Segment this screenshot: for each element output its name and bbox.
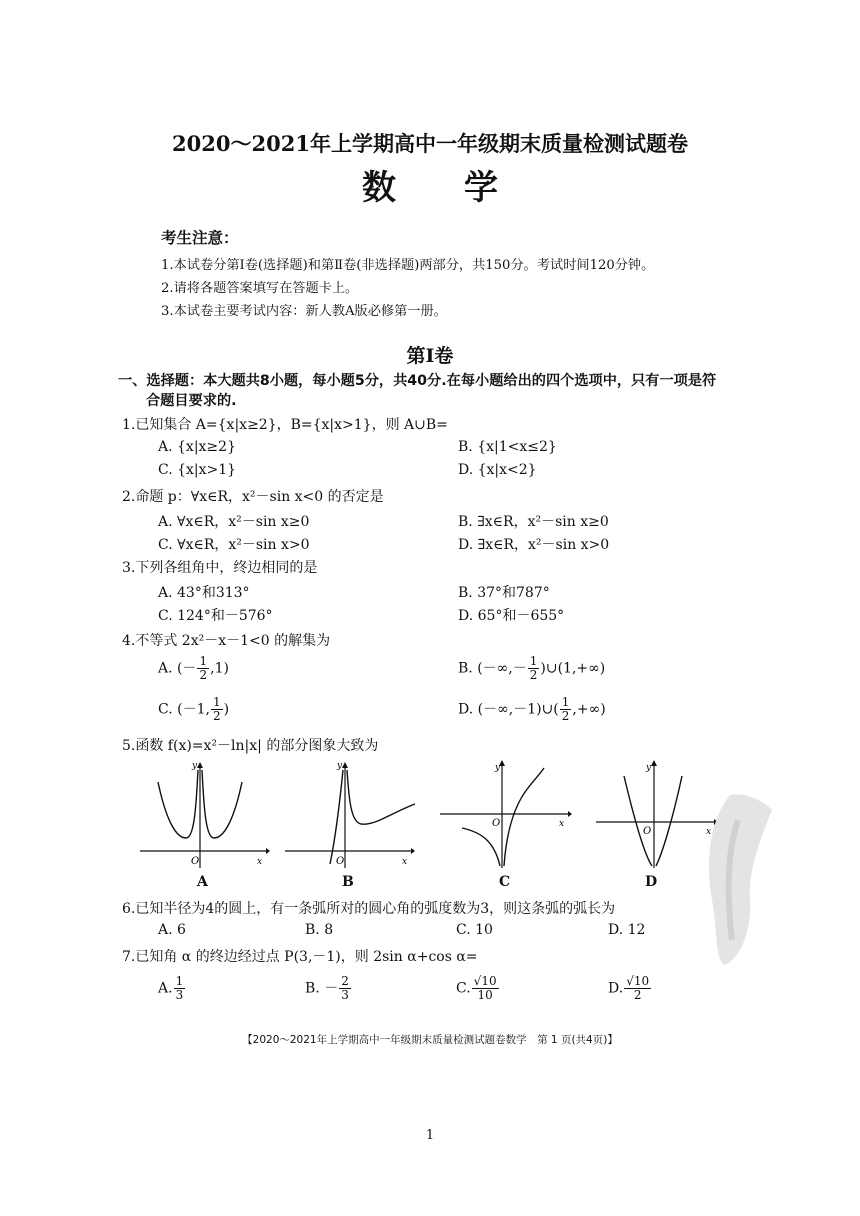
question-4-option-d bbox=[458, 696, 606, 723]
q7b-prefix: B. － bbox=[305, 980, 339, 997]
subject-title: 数 学 bbox=[362, 168, 498, 208]
q4a-den: 2 bbox=[199, 668, 208, 682]
q4d-prefix: D. (－∞,－1)∪( bbox=[458, 701, 559, 718]
q4a-num: 1 bbox=[199, 654, 208, 668]
question-4-stem: 4.不等式 2x²－x－1<0 的解集为 bbox=[122, 633, 331, 649]
q7d-den: 2 bbox=[633, 988, 642, 1002]
question-1-option-a: A. {x|x≥2} bbox=[158, 439, 236, 455]
question-2-option-d: D. ∃x∈R，x²－sin x>0 bbox=[458, 537, 610, 553]
notice-item-1: 1.本试卷分第Ⅰ卷(选择题)和第Ⅱ卷(非选择题)两部分，共150分。考试时间120分钟。 bbox=[161, 258, 655, 273]
question-7-option-d bbox=[608, 975, 652, 1002]
graph-d-label: D bbox=[645, 874, 658, 890]
q7d-prefix: D. bbox=[608, 980, 624, 997]
graph-d-origin: O bbox=[643, 826, 652, 837]
q4d-num: 1 bbox=[561, 695, 570, 709]
q4b-fraction bbox=[528, 655, 540, 682]
page-footer: 【2020～2021年上学期高中一年级期末质量检测试题卷数学 第 1 页(共4页)】 bbox=[242, 1034, 618, 1046]
graph-b-label: B bbox=[342, 874, 354, 890]
graph-a-x-label: x bbox=[257, 857, 263, 867]
graph-a bbox=[140, 760, 270, 870]
question-4-option-c bbox=[158, 696, 229, 723]
q4c-suffix: ) bbox=[223, 701, 230, 718]
question-5-stem: 5.函数 f(x)=x²－ln|x| 的部分图象大致为 bbox=[122, 738, 379, 754]
q7c-prefix: C. bbox=[456, 980, 471, 997]
question-2-option-b: B. ∃x∈R，x²－sin x≥0 bbox=[458, 514, 609, 530]
graph-b-origin: O bbox=[336, 856, 345, 867]
notice-item-3: 3.本试卷主要考试内容：新人教A版必修第一册。 bbox=[161, 304, 447, 319]
q7b-fraction bbox=[339, 975, 351, 1002]
question-1-option-b: B. {x|1<x≤2} bbox=[458, 439, 557, 455]
graph-b bbox=[285, 760, 415, 870]
question-1-stem: 1.已知集合 A={x|x≥2}，B={x|x>1}，则 A∪B= bbox=[122, 417, 448, 433]
q7c-fraction bbox=[472, 975, 499, 1002]
q4b-num: 1 bbox=[529, 654, 538, 668]
question-3-option-a: A. 43°和313° bbox=[158, 585, 250, 601]
notice-item-2: 2.请将各题答案填写在答题卡上。 bbox=[161, 281, 359, 296]
q7d-num: √10 bbox=[626, 974, 650, 988]
graph-d-x-label: x bbox=[706, 827, 712, 837]
q4c-den: 2 bbox=[212, 709, 221, 723]
q4a-prefix: A. (－ bbox=[158, 660, 197, 677]
question-3-stem: 3.下列各组角中，终边相同的是 bbox=[122, 560, 318, 576]
graph-b-y-label: y bbox=[337, 761, 343, 771]
q7c-num: √10 bbox=[473, 974, 497, 988]
question-6-option-c: C. 10 bbox=[456, 922, 493, 938]
q4b-suffix: )∪(1,+∞) bbox=[540, 660, 606, 677]
question-4-option-b bbox=[458, 655, 605, 682]
graph-a-label: A bbox=[197, 874, 208, 890]
question-7-option-c bbox=[456, 975, 500, 1002]
graph-b-x-label: x bbox=[402, 857, 408, 867]
q7a-fraction bbox=[174, 975, 186, 1002]
q7d-fraction bbox=[624, 975, 651, 1002]
page-number: 1 bbox=[425, 1128, 435, 1143]
q7a-num: 1 bbox=[175, 974, 184, 988]
graph-c-label: C bbox=[499, 874, 511, 890]
question-3-option-d: D. 65°和－655° bbox=[458, 608, 565, 624]
graph-c-y-label: y bbox=[495, 763, 501, 773]
question-7-option-a bbox=[158, 975, 186, 1002]
graph-a-y-label: y bbox=[192, 761, 198, 771]
q4c-num: 1 bbox=[212, 695, 221, 709]
q4c-prefix: C. (－1, bbox=[158, 701, 210, 718]
q4a-suffix: ,1) bbox=[210, 660, 229, 677]
question-6-option-b: B. 8 bbox=[305, 922, 334, 938]
graph-a-origin: O bbox=[191, 856, 200, 867]
question-2-stem: 2.命题 p：∀x∈R，x²－sin x<0 的否定是 bbox=[122, 489, 384, 505]
part-title: 第Ⅰ卷 bbox=[406, 345, 454, 367]
q7a-den: 3 bbox=[175, 988, 184, 1002]
question-3-option-b: B. 37°和787° bbox=[458, 585, 550, 601]
graph-c-origin: O bbox=[492, 818, 501, 829]
q7b-num: 2 bbox=[341, 974, 349, 988]
question-7-stem: 7.已知角 α 的终边经过点 P(3,－1)，则 2sin α+cos α= bbox=[122, 949, 478, 965]
question-2-option-c: C. ∀x∈R，x²－sin x>0 bbox=[158, 537, 310, 553]
section-instruction: 一、选择题：本大题共8小题，每小题5分，共40分.在每小题给出的四个选项中，只有一项是符 bbox=[118, 373, 717, 389]
question-6-option-a: A. 6 bbox=[158, 922, 186, 938]
graph-c-x-label: x bbox=[559, 819, 565, 829]
graph-c bbox=[440, 758, 575, 870]
q7c-den: 10 bbox=[477, 988, 493, 1002]
q4c-fraction bbox=[211, 696, 223, 723]
q4d-suffix: ,+∞) bbox=[572, 701, 606, 718]
q4b-prefix: B. (－∞,－ bbox=[458, 660, 527, 677]
graph-d-y-label: y bbox=[646, 763, 652, 773]
question-6-stem: 6.已知半径为4的圆上，有一条弧所对的圆心角的弧度数为3，则这条弧的弧长为 bbox=[122, 901, 616, 917]
question-6-option-d: D. 12 bbox=[608, 922, 646, 938]
exam-title: 2020～2021年上学期高中一年级期末质量检测试题卷 bbox=[172, 131, 688, 156]
q4b-den: 2 bbox=[529, 668, 538, 682]
q4d-fraction bbox=[560, 696, 572, 723]
question-2-option-a: A. ∀x∈R，x²－sin x≥0 bbox=[158, 514, 310, 530]
question-3-option-c: C. 124°和－576° bbox=[158, 608, 273, 624]
q7a-prefix: A. bbox=[158, 980, 173, 997]
section-instruction-cont: 合题目要求的. bbox=[146, 393, 237, 409]
question-7-option-b bbox=[305, 975, 352, 1002]
scan-smudge bbox=[690, 790, 780, 970]
question-1-option-c: C. {x|x>1} bbox=[158, 462, 237, 478]
q4a-fraction bbox=[197, 655, 209, 682]
question-1-option-d: D. {x|x<2} bbox=[458, 462, 537, 478]
q7b-den: 3 bbox=[341, 988, 349, 1002]
q4d-den: 2 bbox=[561, 709, 570, 723]
notice-heading: 考生注意： bbox=[161, 229, 239, 247]
question-4-option-a bbox=[158, 655, 229, 682]
